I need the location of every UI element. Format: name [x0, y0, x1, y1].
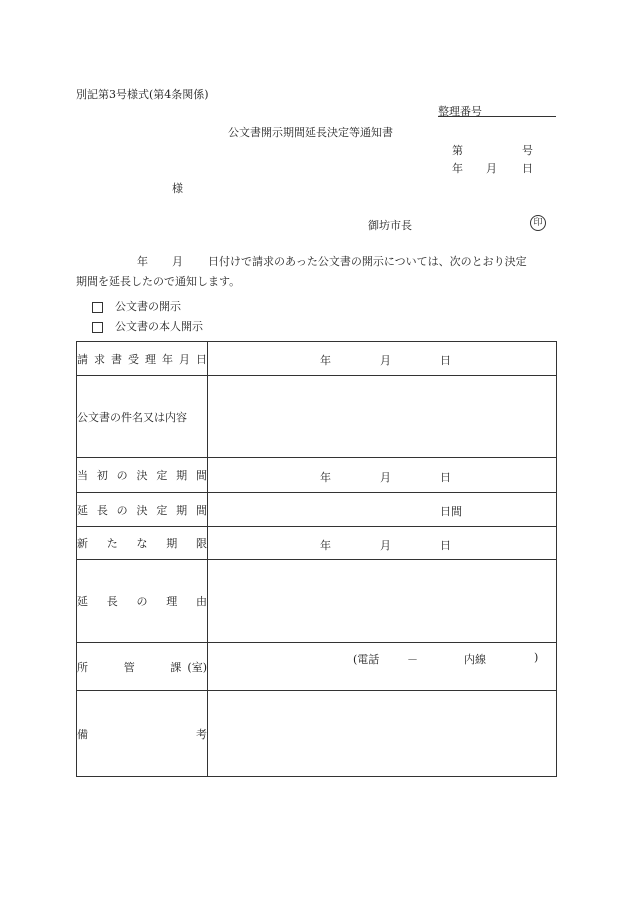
label-char: 管 — [123, 660, 135, 674]
value-request-date[interactable] — [208, 342, 557, 376]
label-spread — [77, 726, 207, 742]
label-char: 日 — [196, 352, 207, 366]
body-line1: 日付けで請求のあった公文書の開示については、次のとおり決定 — [208, 255, 527, 268]
reference-number-line — [438, 116, 556, 117]
label-document-name: 公文書の件名又は内容 — [77, 376, 208, 458]
row-reason — [77, 560, 557, 643]
phone-label: (電話 — [353, 653, 380, 666]
row-new-deadline — [77, 527, 557, 560]
label-char: 所 — [77, 660, 88, 674]
label-char: 長 — [106, 595, 118, 608]
notice-table — [76, 341, 557, 777]
label-char: 備 — [77, 727, 88, 741]
label-reason — [77, 560, 208, 643]
seal-icon: 印 — [530, 215, 546, 231]
option-self-disclosure[interactable] — [92, 318, 203, 334]
month-unit: 月 — [380, 539, 391, 552]
label-char: 理 — [166, 595, 178, 608]
label-char: 書 — [111, 352, 122, 366]
extension-label: 内線 — [464, 653, 486, 666]
value-department[interactable] — [208, 643, 557, 691]
option-label: 公文書の開示 — [115, 300, 181, 313]
day-unit: 日 — [440, 539, 451, 552]
label-char: 課 — [170, 660, 182, 674]
body-line2: 期間を延長したので通知します。 — [76, 275, 241, 288]
label-spread — [77, 467, 207, 483]
label-new-deadline — [77, 527, 208, 560]
department-main — [77, 659, 181, 675]
label-char: た — [106, 537, 118, 550]
label-char: の — [116, 469, 128, 482]
day-unit: 日 — [440, 354, 451, 367]
value-new-deadline[interactable] — [208, 527, 557, 560]
label-char: 限 — [196, 537, 207, 550]
label-spread — [77, 659, 207, 675]
label-char: 延 — [77, 503, 88, 517]
label-spread — [77, 351, 207, 367]
label-request-date — [77, 342, 208, 376]
label-initial-period — [77, 458, 208, 493]
option-disclosure[interactable] — [92, 298, 181, 314]
year-unit: 年 — [320, 354, 331, 367]
label-char: 求 — [94, 352, 105, 366]
label-char: 初 — [96, 469, 108, 482]
label-char: 定 — [156, 469, 168, 482]
checkbox-icon[interactable] — [92, 322, 103, 333]
label-char: 新 — [77, 537, 88, 550]
label-char: 定 — [156, 503, 168, 517]
phone-dash: － — [407, 653, 418, 666]
month-unit: 月 — [380, 471, 391, 484]
month-unit: 月 — [380, 354, 391, 367]
label-spread — [77, 593, 207, 609]
label-remarks — [77, 691, 208, 777]
row-remarks — [77, 691, 557, 777]
value-reason[interactable] — [208, 560, 557, 643]
label-char: 決 — [136, 503, 148, 517]
body-year: 年 — [137, 255, 148, 268]
label-char: 受 — [128, 352, 139, 366]
label-char: 間 — [195, 503, 207, 517]
label-char: 月 — [179, 352, 190, 366]
label-char: な — [136, 537, 148, 550]
label-char: 期 — [176, 503, 188, 517]
value-initial-period[interactable] — [208, 458, 557, 493]
label-char: 間 — [195, 469, 207, 482]
date-year: 年 — [452, 162, 463, 175]
row-request-date — [77, 342, 557, 376]
label-char: 考 — [196, 727, 207, 741]
label-char: 請 — [77, 352, 88, 366]
addressee-sama: 様 — [172, 182, 183, 195]
checkbox-icon[interactable] — [92, 302, 103, 313]
form-reference: 別記第3号様式(第4条関係) — [76, 88, 209, 101]
label-char: の — [136, 595, 148, 608]
label-spread — [77, 535, 207, 551]
row-document-name — [77, 376, 557, 458]
label-extension-period — [77, 493, 208, 527]
reference-number-label: 整理番号 — [438, 105, 482, 118]
document-title: 公文書開示期間延長決定等通知書 — [228, 126, 393, 139]
label-char: 当 — [77, 469, 88, 482]
option-label: 公文書の本人開示 — [115, 320, 203, 333]
year-unit: 年 — [320, 539, 331, 552]
label-department — [77, 643, 208, 691]
number-go: 号 — [522, 144, 533, 157]
value-extension-period[interactable] — [208, 493, 557, 527]
label-char: 期 — [166, 537, 178, 550]
label-char: 延 — [77, 595, 88, 608]
label-spread — [77, 502, 207, 518]
value-document-name[interactable] — [208, 376, 557, 458]
label-char: 決 — [136, 469, 148, 482]
row-initial-period — [77, 458, 557, 493]
label-char: 由 — [196, 595, 207, 608]
date-day: 日 — [522, 162, 533, 175]
body-month: 月 — [172, 255, 183, 268]
department-room: (室) — [187, 660, 207, 674]
value-remarks[interactable] — [208, 691, 557, 777]
issuer-name: 御坊市長 — [368, 219, 412, 232]
date-month: 月 — [486, 162, 497, 175]
label-char: 理 — [145, 352, 156, 366]
close-paren: ) — [534, 651, 539, 664]
label-char: 年 — [162, 352, 173, 366]
row-extension-period — [77, 493, 557, 527]
label-char: の — [116, 503, 128, 517]
row-department — [77, 643, 557, 691]
label-char: 長 — [96, 503, 108, 517]
label-char: 期 — [176, 469, 188, 482]
days-unit: 日間 — [440, 505, 462, 518]
number-dai: 第 — [452, 144, 463, 157]
day-unit: 日 — [440, 471, 451, 484]
year-unit: 年 — [320, 471, 331, 484]
